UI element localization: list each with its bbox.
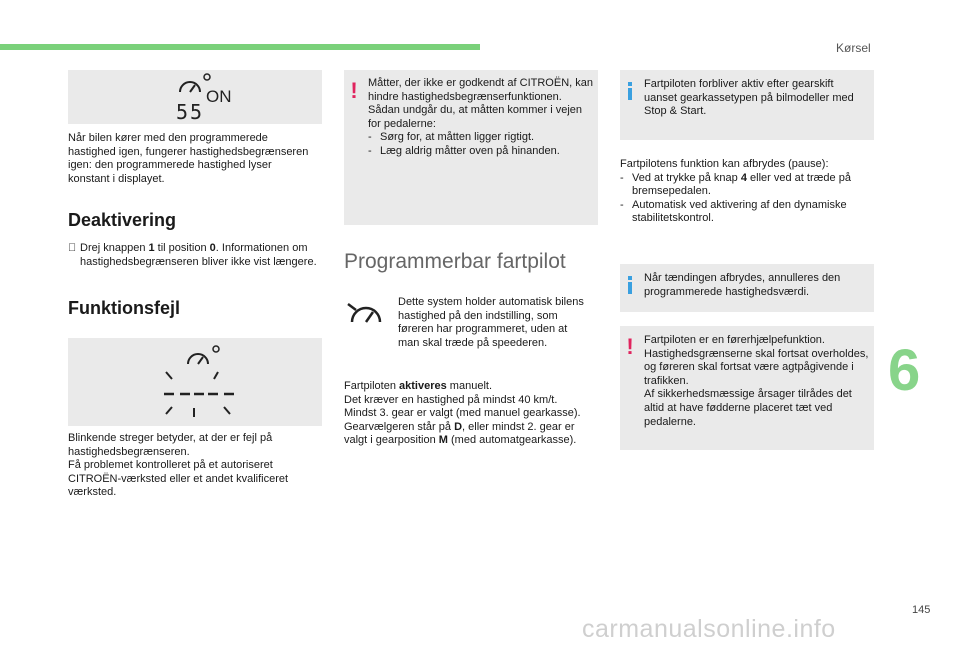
warning-icon: !: [350, 78, 358, 103]
stop-start-info-box: [620, 70, 874, 140]
stop-start-info-text: Fartpiloten forbliver aktiv efter gearskift uanset gearkassetypen på bilmodeller med Stop & Start.: [644, 78, 854, 118]
deactivate-heading: Deaktivering: [68, 210, 177, 230]
top-accent-bar: [0, 44, 480, 50]
bullet-icon: [68, 242, 80, 256]
ignition-info-box: [620, 264, 874, 312]
display-on-figure: [68, 70, 322, 124]
info-icon: [628, 88, 632, 100]
fault-paragraph: Blinkende streger betyder, at der er fejl på hastighedsbegrænseren. Få problemet kontrolleret på et autoriseret CITROËN-værksted eller et andet kvalificeret værksted.: [68, 432, 289, 499]
cruise-control-icon: [346, 300, 386, 336]
warning-icon: !: [626, 334, 634, 359]
dash-icon: -: [368, 131, 372, 144]
dash-icon: -: [368, 144, 372, 157]
cruise-description: Dette system holder automatisk bilens hastighed på den indstilling, som føreren har programmeret, uden at man skal træde på speederen.: [398, 296, 584, 349]
activation-paragraph: Fartpiloten aktiveres manuelt. Det kræver en hastighed på mindst 40 km/t. Mindst 3. gear er valgt (med manuel gearkasse). Gearvælgeren står på D, eller mindst 2. gear er valgt i gearposition M (med automatgearkasse).: [344, 380, 581, 447]
watermark: carmanualsonline.info: [582, 615, 836, 643]
info-icon: [628, 282, 632, 294]
resume-paragraph: Når bilen kører med den programmerede hastighed igen, fungerer hastighedsbegrænseren igen: den programmerede hastighed lyser konstant i displayet.: [68, 132, 309, 185]
mats-warning-text: Måtter, der ikke er godkendt af CITROËN, kan hindre hastighedsbegrænserfunktionen. Sådan undgår du, at måtten kommer i vejen for pedalerne: - Sørg for, at måtten ligger rigtigt. - Læg aldrig måtter oven på hinanden.: [368, 77, 593, 157]
section-title: Kørsel: [836, 41, 871, 55]
dash-icon: -: [620, 198, 624, 211]
page-number: 145: [912, 604, 931, 616]
driver-aid-warning-box: [620, 326, 874, 450]
deactivate-paragraph: Drej knappen 1 til position 0. Informationen om hastighedsbegrænseren bliver ikke vist længere.: [68, 242, 322, 269]
display-on-label: ON: [206, 87, 232, 106]
dashes-display-icon: [68, 338, 322, 426]
ignition-info-text: Når tændingen afbrydes, annulleres den programmerede hastighedsværdi.: [644, 272, 841, 298]
cruise-control-heading: Programmerbar fartpilot: [344, 250, 566, 273]
display-speed-value: 55: [176, 100, 205, 124]
dash-icon: -: [620, 171, 624, 184]
fault-heading: Funktionsfejl: [68, 298, 180, 318]
pause-paragraph: Fartpilotens funktion kan afbrydes (pause): - Ved at trykke på knap 4 eller ved at træde på bremsepedalen. - Automatisk ved aktivering af den dynamiske stabilitetskontrol.: [620, 158, 851, 225]
chapter-number: 6: [888, 338, 921, 403]
mats-warning-box: [344, 70, 598, 225]
driver-aid-warning-text: Fartpiloten er en førerhjælpefunktion. Hastighedsgrænserne skal fortsat overholdes, og føreren skal fortsat være agtpågivende i trafikken. Af sikkerhedsmæssige årsager tilrådes det altid at have fødderne placeret tæt ved pedalerne.: [644, 334, 869, 428]
fault-display-figure: [68, 338, 322, 426]
